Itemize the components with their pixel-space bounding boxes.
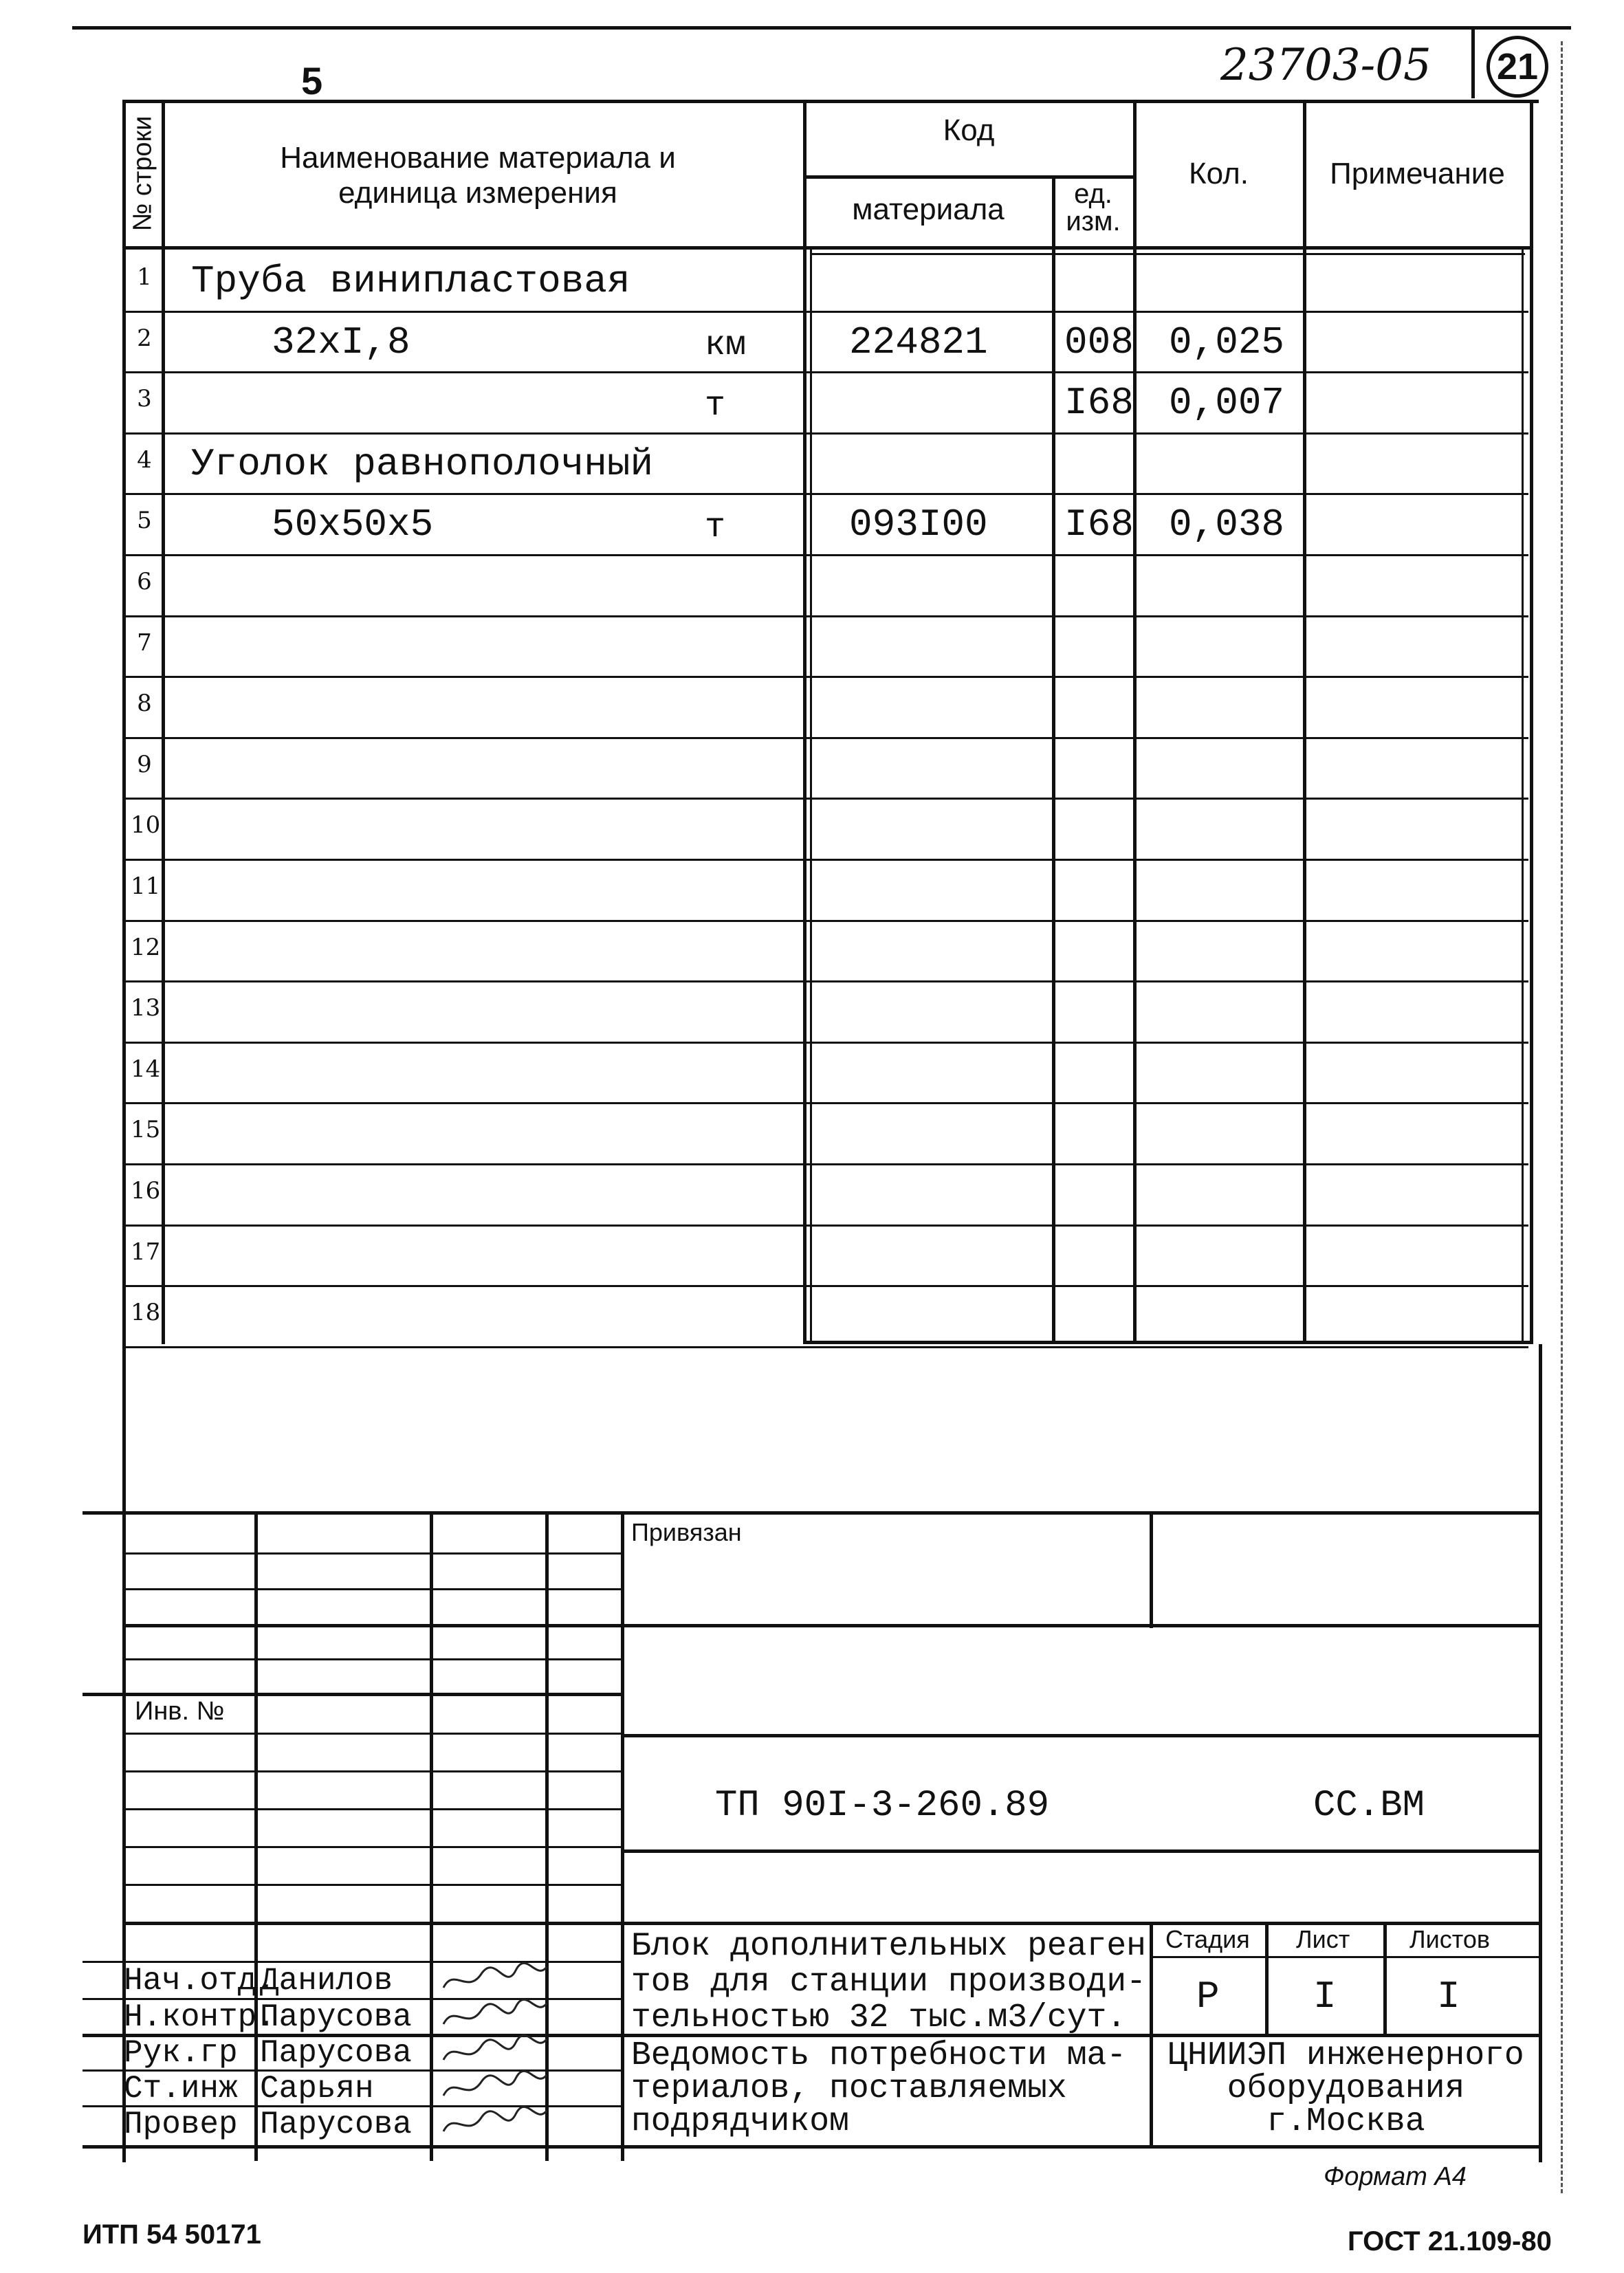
qty-col-line [1133,100,1137,1344]
signature-name: Парусова [260,2035,412,2071]
material-code: 093I00 [849,503,988,547]
frame-right-line [1539,1344,1542,2162]
signature-name: Данилов [260,1963,393,1999]
format-label: Формат А4 [1324,2162,1467,2191]
top-border [72,26,1571,30]
col-name-header: Наименование материала и единица измерения [280,141,676,210]
unit-code: I68 [1064,503,1134,547]
stamp-row-line [122,1552,621,1555]
row-number: 4 [137,446,152,474]
unit-code: I68 [1064,381,1134,425]
project-title-line: Блок дополнительных реаген [631,1928,1146,1965]
signature-role: Ст.инж [124,2071,238,2107]
code-col-inner-line [810,248,812,1341]
row-number: 13 [131,994,161,1022]
sheet-title-line: Ведомость потребности ма- [631,2037,1127,2074]
sheet-label: Лист [1296,1925,1350,1953]
stamp-col1 [254,1511,258,2161]
col-row-no-label: № строки [128,116,157,232]
row-line [122,859,1528,861]
quantity: 0,038 [1169,503,1285,547]
header-bottom-line [122,246,1532,250]
unit-label: т [705,508,726,547]
organization [1155,2039,1537,2138]
signature-role: Н.контр. [124,1999,276,2035]
stage-block-left [1150,1922,1153,2145]
frame-line [1471,26,1475,98]
row-line [122,1285,1528,1287]
table-right-line [1530,100,1533,1344]
stamp-col2 [430,1511,433,2161]
row-line [122,676,1528,678]
sheet-title-line: подрядчиком [631,2103,849,2140]
col-code-header: Код [943,113,995,147]
table-left-line [122,100,126,1344]
row-line [122,311,1528,313]
stamp-row-line [122,1808,621,1810]
table-top-line [122,100,1539,103]
sheets-label: Листов [1409,1925,1490,1953]
stamp-row-line [122,1588,621,1590]
row-line [122,1225,1528,1227]
rowno-col-line [162,100,165,1344]
sheet-col-line [1383,1922,1387,2035]
row-number: 12 [131,934,161,961]
table-right-inner-line [1522,248,1524,1341]
quantity: 0,007 [1169,381,1285,425]
unit-label: т [705,386,726,426]
doc-code: 23703-05 [1220,40,1431,91]
stamp-top-line [83,1511,1539,1515]
page-number: 21 [1496,46,1539,87]
stamp-row-line [122,1770,621,1772]
row-number: 14 [131,1055,161,1083]
org-line: ЦНИИЭП инженерного [1167,2037,1524,2074]
row-number: 2 [137,325,152,352]
row-line [122,371,1528,373]
page-number-circle [1486,36,1548,98]
row-number: 17 [131,1238,161,1266]
designation: ТП 90I-3-260.89 [715,1785,1050,1827]
project-title-line: тов для станции производи- [631,1964,1146,2001]
stage-header-line [1150,1956,1539,1958]
material-code: 224821 [849,320,988,364]
row-line [122,1346,1528,1348]
handwritten-signature [440,1997,550,2035]
row-line [122,920,1528,922]
row-line [122,1102,1528,1104]
row-number: 18 [131,1299,161,1326]
material-name: 32xI,8 [272,320,410,364]
sheet-number: 5 [301,59,323,102]
signature-name: Парусова [260,2107,412,2142]
stamp-row-line [122,1884,621,1886]
sheet-title [631,2039,1126,2138]
sheet-value: I [1313,1975,1337,2019]
code-col-line [803,100,806,1344]
table-bottom-line [803,1341,1532,1344]
sheets-value: I [1437,1975,1460,2019]
row-line [122,980,1528,982]
stage-col-line [1265,1922,1269,2035]
handwritten-signature [440,2104,550,2142]
unit-col-line [1052,175,1055,1344]
row-number: 8 [137,690,152,717]
designation-suffix: СС.ВМ [1313,1785,1425,1827]
org-line: оборудования [1227,2070,1465,2107]
row-number: 10 [131,811,161,839]
stamp-row-line [122,1658,621,1660]
row-number: 16 [131,1177,161,1205]
project-title [631,1929,1146,2036]
gost-label: ГОСТ 21.109-80 [1348,2226,1552,2256]
stamp-row-line [122,1846,621,1848]
row-line [122,554,1528,556]
inv-no-label: Инв. № [135,1697,225,1726]
handwritten-signature [440,2032,550,2071]
signature-role: Провер [124,2107,238,2142]
quantity: 0,025 [1169,320,1285,364]
handwritten-signature [440,1960,550,1999]
col-qty-header: Кол. [1188,157,1249,190]
stamp-row-line [122,1624,1539,1627]
signature-role: Нач.отд. [124,1963,276,1999]
row-line [122,798,1528,800]
handwritten-signature [440,2068,550,2107]
stamp-row-line [621,1849,1539,1853]
row-number: 6 [137,568,152,595]
row-line [122,737,1528,739]
row-number: 11 [131,872,161,900]
row-line [122,1042,1528,1044]
project-title-line: тельностью 32 тыс.м3/сут. [631,1999,1127,2036]
row-line [122,432,1528,435]
stage-value: Р [1196,1975,1220,2019]
org-line: г.Москва [1266,2103,1425,2140]
stamp-bottom-line [83,2145,1539,2149]
header-inner-line [810,253,1525,255]
material-name: Уголок равнополочный [191,442,654,486]
stamp-col4 [621,1511,624,2161]
privyazan-label: Привязан [631,1518,742,1546]
itp-number: ИТП 54 50171 [83,2219,261,2250]
row-number: 1 [137,263,152,291]
row-line [122,615,1528,617]
col-row-no-header [124,103,162,244]
inv-line [83,1693,621,1696]
stage-label: Стадия [1165,1925,1250,1953]
signature-role: Рук.гр [124,2035,238,2071]
row-number: 7 [137,629,152,657]
row-line [122,1163,1528,1165]
note-col-line [1303,100,1306,1344]
stamp-row-line [621,1734,1539,1737]
unit-code: 008 [1064,320,1134,364]
material-name: Труба винипластовая [191,259,630,303]
col-code-material-header: материала [852,193,1005,226]
privyazan-divider [1150,1511,1153,1628]
row-number: 5 [137,507,152,534]
unit-label: км [705,326,747,365]
row-number: 9 [137,751,152,778]
col-note-header: Примечание [1330,157,1505,190]
right-trim-line [1561,41,1563,2193]
stamp-row-line [122,1733,621,1735]
signature-name: Парусова [260,1999,412,2035]
col-code-unit-header: ед. изм. [1066,179,1121,237]
row-number: 15 [131,1116,161,1143]
material-name: 50x50x5 [272,503,434,547]
row-number: 3 [137,385,152,413]
row-line [122,493,1528,495]
signature-name: Сарьян [260,2071,374,2107]
sheet-title-line: териалов, поставляемых [631,2070,1067,2107]
